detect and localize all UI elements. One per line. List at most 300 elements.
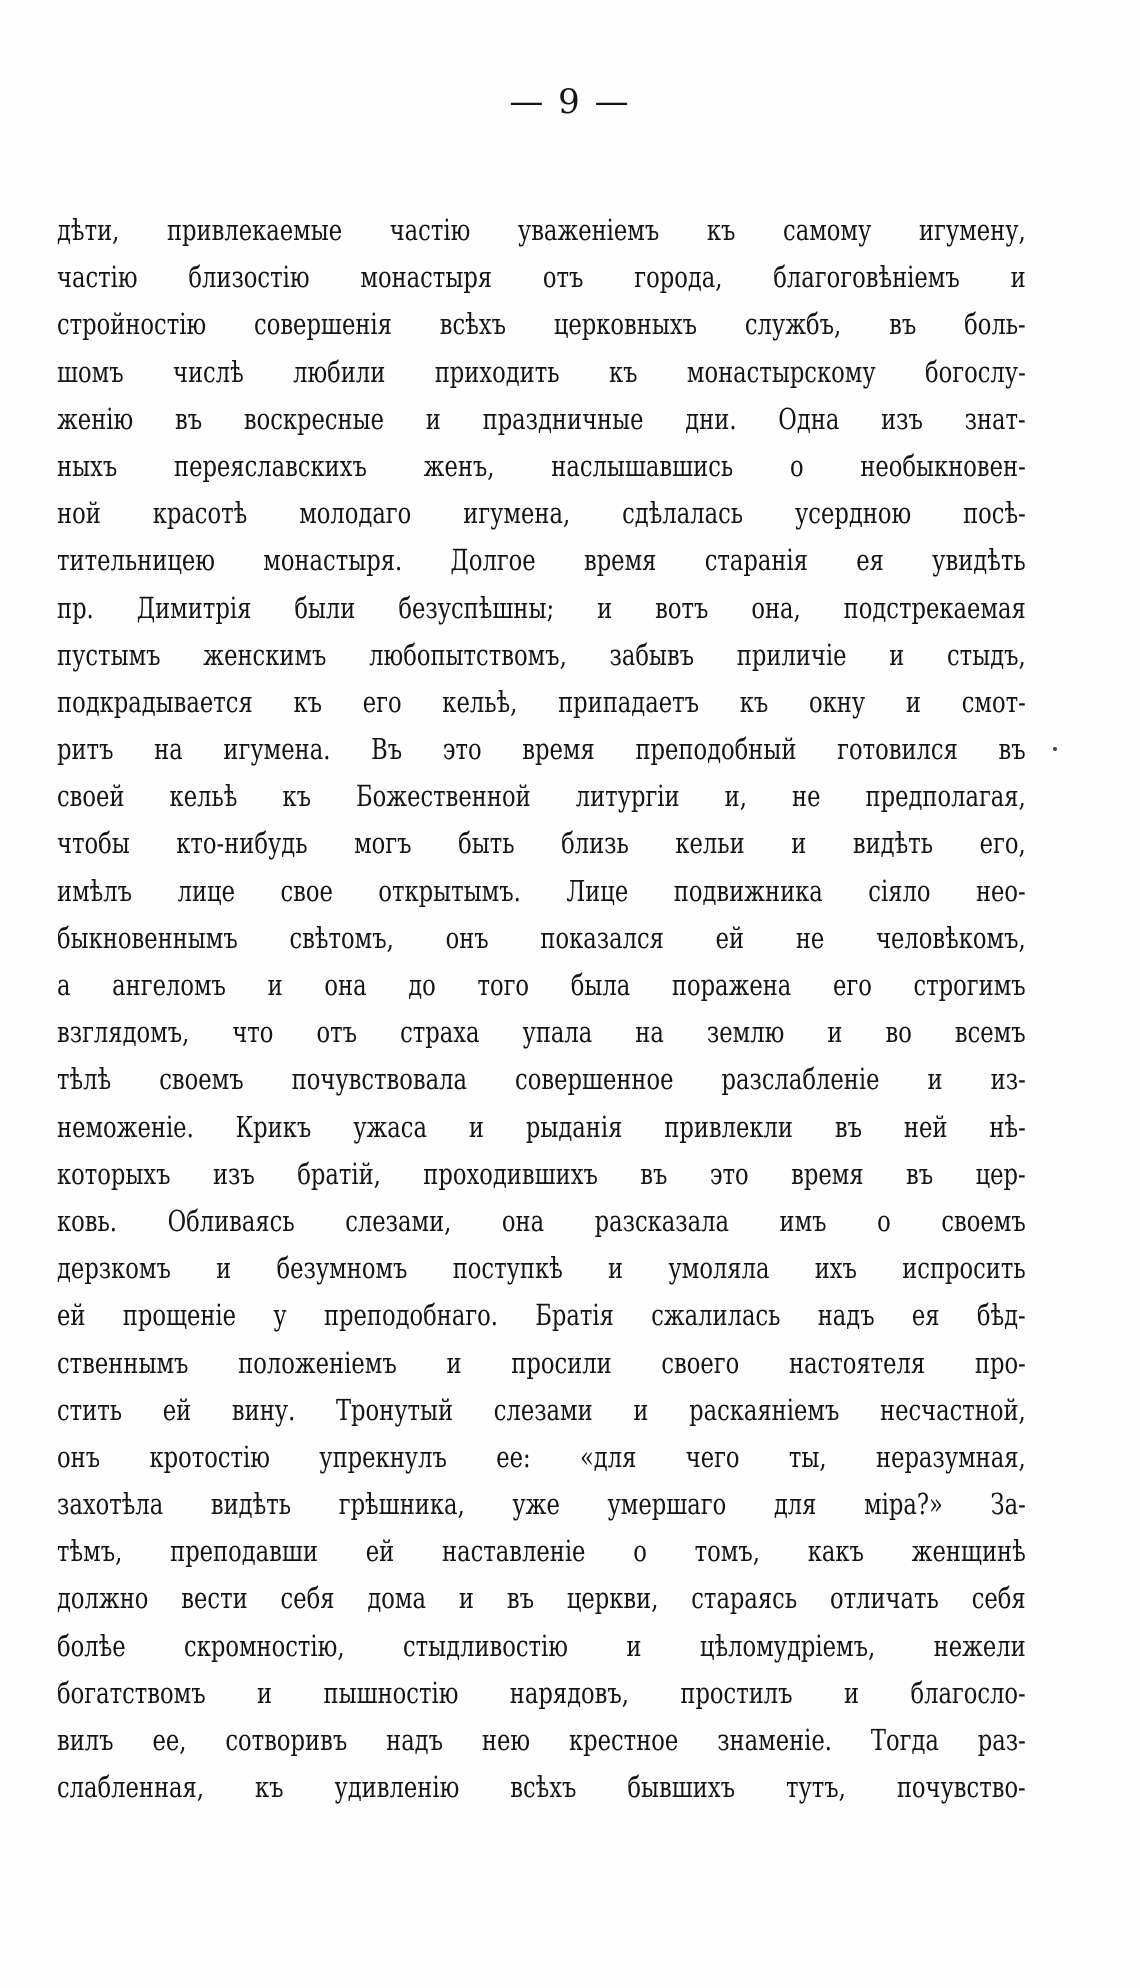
word: это: [442, 732, 482, 767]
word: отъ: [542, 260, 584, 295]
word: себя: [971, 1581, 1026, 1616]
text-line: [57, 396, 1026, 443]
word: ужаса: [353, 1109, 427, 1144]
word: ей: [57, 1298, 86, 1333]
word: ной: [57, 496, 101, 531]
word: своемъ: [159, 1062, 244, 1097]
word: уже: [512, 1487, 560, 1522]
word: бывшихъ: [627, 1770, 735, 1805]
word: простилъ: [680, 1675, 793, 1710]
word: своего: [661, 1345, 740, 1380]
word: и: [425, 401, 441, 436]
word: какъ: [807, 1534, 864, 1569]
word: ней: [903, 1109, 948, 1144]
word: могъ: [354, 826, 412, 861]
word: стить: [57, 1392, 123, 1427]
word: кельи: [675, 826, 745, 861]
word: раскаяніемъ: [689, 1392, 840, 1427]
word: она: [501, 1203, 545, 1238]
word: Тогда: [870, 1723, 939, 1757]
word: всемъ: [954, 1015, 1026, 1050]
word: это: [709, 1156, 749, 1191]
word: скромностію,: [184, 1628, 345, 1663]
word: должно: [57, 1581, 149, 1616]
word: кто-нибудь: [176, 826, 308, 861]
word: знаменіе.: [717, 1723, 832, 1757]
word: шомъ: [57, 354, 124, 389]
word: страха: [400, 1015, 480, 1050]
text-line: [57, 207, 1026, 254]
word: у: [273, 1298, 287, 1333]
text-line: [57, 301, 1026, 348]
word: нежели: [933, 1628, 1026, 1663]
text-line: [57, 1056, 1026, 1103]
word: про-: [974, 1345, 1026, 1380]
word: отъ: [316, 1015, 358, 1050]
word: женщинѣ: [911, 1534, 1026, 1569]
word: упрекнулъ: [319, 1439, 447, 1474]
text-line: [57, 1387, 1026, 1434]
word: и: [633, 1392, 649, 1427]
word: къ: [739, 684, 769, 719]
text-line: [57, 1009, 1026, 1056]
word: кротостію: [149, 1439, 270, 1474]
word: предполагая,: [865, 779, 1026, 814]
word: окну: [808, 684, 866, 719]
word: литургіи: [575, 779, 680, 814]
word: сотворивъ: [225, 1723, 348, 1757]
word: и: [446, 1345, 462, 1380]
word: были: [294, 590, 356, 625]
word: ея: [911, 1298, 940, 1333]
word: забывъ: [609, 637, 695, 672]
word: города,: [634, 260, 723, 295]
word: удивленію: [334, 1770, 460, 1805]
word: и: [905, 684, 921, 719]
word: о: [789, 448, 804, 483]
word: въ: [906, 1156, 934, 1191]
word: изъ: [881, 401, 923, 436]
word: къ: [282, 779, 311, 814]
text-line: [57, 1198, 1026, 1245]
word: въ: [174, 401, 203, 436]
word: положеніемъ: [238, 1345, 397, 1380]
word: припадаетъ: [558, 684, 700, 719]
word: «для: [579, 1439, 637, 1474]
word: богатствомъ: [57, 1675, 206, 1710]
word: монастыря.: [263, 543, 403, 578]
word: что: [232, 1015, 274, 1050]
word: пустымъ: [57, 637, 161, 672]
word: монастыря: [360, 260, 493, 295]
word: поступкѣ: [452, 1251, 563, 1286]
word: самому: [783, 213, 872, 247]
word: отличать: [830, 1581, 939, 1616]
word: вилъ: [57, 1723, 114, 1757]
word: преподобнаго.: [323, 1298, 498, 1333]
word: безумномъ: [276, 1251, 408, 1286]
word: почувство-: [896, 1770, 1026, 1805]
word: стройностію: [57, 307, 207, 342]
word: безуспѣшны;: [398, 590, 555, 625]
word: въ: [998, 732, 1026, 767]
word: усердною: [794, 496, 912, 531]
word: цѣломудріемъ,: [699, 1628, 876, 1663]
text-line: [57, 1340, 1026, 1387]
word: она,: [751, 590, 801, 625]
word: надъ: [386, 1723, 444, 1757]
word: землю: [706, 1015, 785, 1050]
word: и: [257, 1675, 273, 1710]
word: молодаго: [299, 496, 412, 531]
word: переяславскихъ: [173, 448, 367, 483]
word: частію: [389, 213, 471, 247]
word: приличіе: [736, 637, 847, 672]
word: Димитрія: [136, 590, 252, 625]
word: свѣтомъ,: [289, 920, 394, 955]
word: онъ: [57, 1439, 101, 1474]
word: въ: [506, 1581, 534, 1616]
word: воскресные: [243, 401, 385, 436]
word: частію: [57, 260, 138, 295]
word: время: [522, 732, 595, 767]
word: о: [877, 1203, 891, 1238]
word: увидѣть: [932, 543, 1026, 578]
word: ее,: [152, 1723, 187, 1757]
word: разсказала: [594, 1203, 729, 1238]
word: его: [362, 684, 402, 719]
word: ихъ: [814, 1251, 857, 1286]
word: показался: [540, 920, 664, 955]
word: въ: [889, 307, 917, 342]
word: и: [889, 637, 905, 672]
word: подкрадывается: [57, 684, 253, 719]
word: умоляла: [668, 1251, 770, 1286]
word: просили: [511, 1345, 612, 1380]
word: службъ,: [744, 307, 842, 342]
word: ей: [365, 1534, 395, 1569]
text-line: [57, 915, 1026, 962]
word: и: [1010, 260, 1026, 295]
word: тительницею: [57, 543, 215, 578]
word: лице: [177, 873, 235, 908]
word: Одна: [778, 401, 840, 436]
text-line: [57, 1245, 1026, 1292]
word: сіяло: [868, 873, 931, 908]
word: время: [791, 1156, 864, 1191]
word: изъ: [212, 1156, 255, 1191]
word: его: [832, 968, 872, 1002]
word: захотѣла: [57, 1487, 164, 1522]
word: красотѣ: [152, 496, 248, 531]
word: Тронутый: [335, 1392, 454, 1427]
word: вести: [181, 1581, 248, 1616]
word: вотъ: [655, 590, 709, 625]
word: Божественной: [356, 779, 531, 814]
word: къ: [706, 213, 736, 247]
word: бѣд-: [976, 1298, 1026, 1333]
word: старанія: [704, 543, 808, 578]
word: близостію: [188, 260, 310, 295]
word: игумену,: [918, 213, 1026, 247]
word: неможеніе.: [57, 1109, 194, 1144]
text-line: [57, 868, 1026, 915]
word: болѣе: [57, 1628, 126, 1663]
word: не: [795, 920, 825, 955]
word: упала: [522, 1015, 593, 1050]
word: слабленная,: [57, 1770, 205, 1805]
word: испросить: [902, 1251, 1026, 1286]
text-line: [57, 1481, 1026, 1528]
word: онъ: [445, 920, 489, 955]
word: была: [570, 968, 631, 1002]
word: ей: [715, 920, 745, 955]
word: и: [843, 1675, 860, 1710]
word: ее:: [496, 1439, 531, 1474]
word: открытымъ.: [378, 873, 521, 908]
word: томъ,: [694, 1534, 760, 1569]
word: Долгое: [450, 543, 536, 578]
word: Братія: [535, 1298, 614, 1333]
word: слезами,: [345, 1203, 452, 1238]
word: сжалилась: [651, 1298, 781, 1333]
word: кельѣ,: [442, 684, 518, 719]
word: ей: [162, 1392, 192, 1427]
word: готовился: [837, 732, 958, 767]
word: игумена,: [463, 496, 571, 531]
text-line: [57, 1434, 1026, 1481]
word: строгимъ: [913, 968, 1026, 1002]
word: из-: [990, 1062, 1026, 1097]
word: цер-: [975, 1156, 1026, 1191]
word: привлекаемые: [166, 213, 343, 247]
word: вину.: [231, 1392, 296, 1427]
word: любили: [293, 354, 386, 389]
word: и: [458, 1581, 474, 1616]
word: дома: [367, 1581, 427, 1616]
word: праздничные: [482, 401, 644, 436]
text-line: [57, 537, 1026, 584]
word: благосло-: [910, 1675, 1026, 1710]
word: Лице: [566, 873, 629, 908]
word: подвижника: [673, 873, 823, 908]
word: боль-: [964, 307, 1026, 342]
text-line: [57, 254, 1026, 301]
word: ангеломъ: [112, 968, 226, 1002]
word: Въ: [371, 732, 403, 767]
word: она: [324, 968, 367, 1002]
word: братій,: [297, 1156, 381, 1191]
word: ственнымъ: [57, 1345, 189, 1380]
word: раз-: [977, 1723, 1026, 1757]
word: кельѣ: [169, 779, 238, 814]
word: и: [468, 1109, 484, 1144]
word: умершаго: [607, 1487, 727, 1522]
word: женію: [57, 401, 134, 436]
word: грѣшника,: [338, 1487, 465, 1522]
text-line: [57, 679, 1026, 726]
word: тутъ,: [785, 1770, 846, 1805]
word: нѣ-: [989, 1109, 1026, 1144]
word: слезами: [493, 1392, 593, 1427]
word: себя: [280, 1581, 335, 1616]
word: свое: [280, 873, 333, 908]
page-number: — 9 —: [509, 82, 631, 122]
word: во: [885, 1015, 912, 1050]
word: совершенія: [254, 307, 392, 342]
word: дни.: [685, 401, 737, 436]
word: необыкновен-: [860, 448, 1026, 483]
word: не: [792, 779, 821, 814]
word: въ: [834, 1109, 863, 1144]
word: на: [635, 1015, 664, 1050]
word: ея: [856, 543, 884, 578]
word: видѣть: [852, 826, 934, 861]
word: сдѣлалась: [622, 496, 744, 531]
word: и: [608, 1251, 624, 1286]
word: За-: [990, 1487, 1026, 1522]
word: стыдливостію: [402, 1628, 568, 1663]
word: стыдъ,: [947, 637, 1026, 672]
word: числѣ: [173, 354, 244, 389]
word: всѣхъ: [439, 307, 506, 342]
word: наслышавшись: [551, 448, 734, 483]
text-line: [57, 1764, 1026, 1811]
word: неразумная,: [875, 1439, 1026, 1474]
word: привлекли: [664, 1109, 793, 1144]
text-line: [57, 1670, 1026, 1717]
word: и: [626, 1628, 642, 1663]
text-line: [57, 726, 1026, 773]
word: нео-: [975, 873, 1026, 908]
margin-speck: [1053, 747, 1057, 751]
word: чтобы: [57, 826, 130, 861]
word: рыданія: [525, 1109, 623, 1144]
word: быть: [458, 826, 515, 861]
word: наставленіе: [442, 1534, 586, 1569]
word: благоговѣніемъ: [773, 260, 960, 295]
text-line: [57, 1151, 1026, 1198]
word: и: [927, 1062, 943, 1097]
word: дерзкомъ: [57, 1251, 171, 1286]
word: человѣкомъ,: [876, 920, 1026, 955]
word: чего: [685, 1439, 740, 1474]
word: къ: [608, 354, 638, 389]
word: о: [633, 1534, 647, 1569]
word: ритъ: [57, 732, 114, 767]
word: поражена: [671, 968, 792, 1002]
word: къ: [293, 684, 322, 719]
word: надъ: [817, 1298, 875, 1333]
word: своей: [57, 779, 125, 814]
body-text: [57, 207, 1026, 1811]
word: и: [267, 968, 283, 1002]
word: церковныхъ: [553, 307, 698, 342]
word: того: [477, 968, 530, 1002]
text-line: [57, 443, 1026, 490]
word: стараясь: [691, 1581, 798, 1616]
text-line: [57, 773, 1026, 820]
word: дѣти,: [57, 213, 120, 247]
word: и: [791, 826, 807, 861]
text-line: [57, 632, 1026, 679]
text-line: [57, 1528, 1026, 1575]
word: настоятеля: [788, 1345, 926, 1380]
word: разслабленіе: [721, 1062, 880, 1097]
word: нею: [481, 1723, 531, 1757]
word: монастырскому: [686, 354, 876, 389]
word: его,: [979, 826, 1026, 861]
word: проходившихъ: [423, 1156, 598, 1191]
word: совершенное: [515, 1062, 674, 1097]
text-line: [57, 1575, 1026, 1622]
word: въ: [640, 1156, 668, 1191]
word: имѣлъ: [57, 873, 133, 908]
word: Обливаясь: [167, 1203, 295, 1238]
word: богослу-: [925, 354, 1026, 389]
word: приходить: [434, 354, 560, 389]
word: взглядомъ,: [57, 1015, 190, 1050]
text-line: [57, 1623, 1026, 1670]
word: преподавши: [170, 1534, 319, 1569]
word: прощеніе: [122, 1298, 237, 1333]
word: тѣлѣ: [57, 1062, 112, 1097]
text-line: [57, 1717, 1026, 1764]
word: женскимъ: [203, 637, 327, 672]
word: ковь.: [57, 1203, 117, 1238]
word: и: [216, 1251, 232, 1286]
word: почувствовала: [291, 1062, 467, 1097]
word: преподобный: [635, 732, 797, 767]
word: а: [57, 968, 71, 1002]
word: для: [773, 1487, 817, 1522]
word: видѣть: [210, 1487, 292, 1522]
text-line: [57, 490, 1026, 537]
word: которыхъ: [57, 1156, 171, 1191]
word: крестное: [569, 1723, 679, 1757]
word: несчастной,: [880, 1392, 1026, 1427]
word: церкви,: [566, 1581, 659, 1616]
word: и: [597, 590, 613, 625]
text-line: [57, 1104, 1026, 1151]
word: ты,: [788, 1439, 827, 1474]
word: нарядовъ,: [509, 1675, 629, 1710]
word: ныхъ: [57, 448, 118, 483]
word: время: [583, 543, 657, 578]
word: игумена.: [223, 732, 331, 767]
word: подстрекаемая: [843, 590, 1026, 625]
word: женъ,: [423, 448, 495, 483]
word: и,: [724, 779, 747, 814]
word: къ: [254, 1770, 284, 1805]
word: посѣ-: [963, 496, 1026, 531]
word: знат-: [964, 401, 1026, 436]
word: смот-: [961, 684, 1026, 719]
word: своемъ: [941, 1203, 1026, 1238]
word: на: [154, 732, 183, 767]
word: пр.: [57, 590, 94, 625]
word: міра?»: [864, 1487, 943, 1522]
text-line: [57, 349, 1026, 396]
word: быкновеннымъ: [57, 920, 238, 955]
word: имъ: [779, 1203, 827, 1238]
word: любопытствомъ,: [369, 637, 567, 672]
word: тѣмъ,: [57, 1534, 123, 1569]
word: до: [408, 968, 436, 1002]
word: Крикъ: [235, 1109, 312, 1144]
word: и: [827, 1015, 843, 1050]
text-line: [57, 1292, 1026, 1339]
